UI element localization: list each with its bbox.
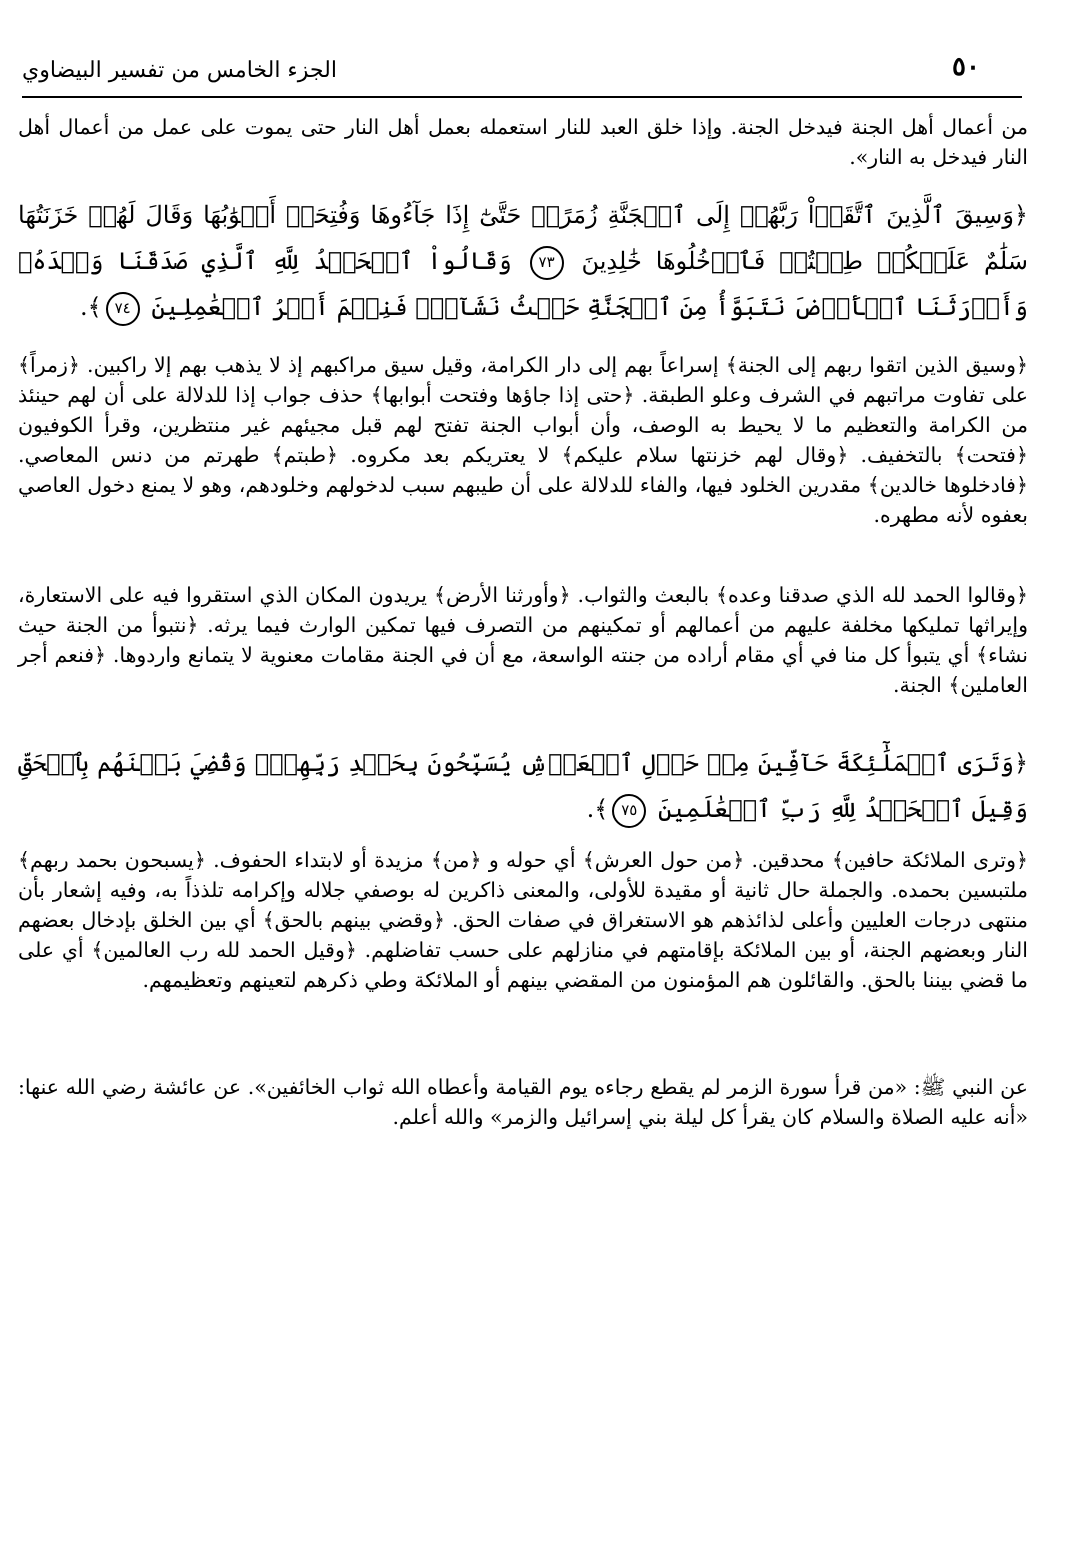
verse-number-74: ٧٤ [106, 292, 140, 326]
page-number: ٥٠ [952, 52, 980, 82]
verse-text: ﴿وَتَرَى ٱلۡمَلَٰٓئِكَةَ حَآفِّينَ مِنۡ حَوۡلِ ٱلۡعَرۡشِ يُسَبِّحُونَ بِحَمۡدِ رَبِّهِمۡۖ وَقُضِيَ بَيۡنَهُم بِٱلۡحَقِّ وَقِيلَ ٱلۡحَمۡدُ لِلَّهِ رَبِّ ٱلۡعَٰلَمِينَ [18, 749, 1028, 823]
verse-number-75: ٧٥ [612, 794, 646, 828]
verse-number-73: ٧٣ [530, 246, 564, 280]
tafsir-paragraph: ﴿وسيق الذين اتقوا ربهم إلى الجنة﴾ إسراعاً بهم إلى دار الكرامة، وقيل سيق مراكبهم إذ لا يذهب بهم إلا راكبين. ﴿زمراً﴾ على تفاوت مراتبهم في الشرف وعلو الطبقة. ﴿حتى إذا جاؤها وفتحت أبوابها﴾ حذف جواب إذا للدلالة على أن لهم حينئذ من الكرامة والتعظيم ما لا يحيط به الوصف، وأن أبواب الجنة تفتح لهم قبل مجيئهم غير منتظرين، وقرأ الكوفيون ﴿فتحت﴾ بالتخفيف. ﴿وقال لهم خزنتها سلام عليكم﴾ لا يعتريكم بعد مكروه. ﴿طبتم﴾ طهرتم من دنس المعاصي. ﴿فادخلوها خالدين﴾ مقدرين الخلود فيها، والفاء للدلالة على أن طيبهم سبب لدخولهم وخلودهم، وهو لا يمنع دخول العاصي بعفوه لأنه مطهره. [18, 353, 1028, 527]
verse-text: ﴿وَسِيقَ ٱلَّذِينَ ٱتَّقَوۡاْ رَبَّهُمۡ إِلَى ٱلۡجَنَّةِ زُمَرًاۖ حَتَّىٰٓ إِذَا جَآءُوهَا وَفُتِحَتۡ أَبۡوَٰبُهَا وَقَالَ لَهُمۡ خَزَنَتُهَا سَلَٰمٌ عَلَيۡكُمۡ طِبۡتُمۡ فَٱدۡخُلُوهَا خَٰلِدِينَ [18, 201, 1028, 275]
verse-end: ﴾. [79, 293, 102, 321]
paragraph-continuation: من أعمال أهل الجنة فيدخل الجنة. وإذا خلق العبد للنار استعمله بعمل أهل النار حتى يموت على عمل من أعمال أهل النار فيدخل به النار». [18, 115, 1028, 169]
quran-verse-73-74 [18, 192, 1028, 330]
page-header [22, 52, 1022, 98]
tafsir-paragraph: ﴿وترى الملائكة حافين﴾ محدقين. ﴿من حول العرش﴾ أي حوله و ﴿من﴾ مزيدة أو لابتداء الحفوف. ﴿يسبحون بحمد ربهم﴾ ملتبسين بحمده. والجملة حال ثانية أو مقيدة للأولى، والمعنى ذاكرين له بوصفي جلاله وإكرامه تلذذاً به، وفيه إشعار بأن منتهى درجات العليين وأعلى لذائذهم هو الاستغراق في صفات الحق. ﴿وقضي بينهم بالحق﴾ أي بين الخلق بإدخال بعضهم النار وبعضهم الجنة، أو بين الملائكة بإقامتهم في منازلهم على حسب تفاضلهم. ﴿وقيل الحمد لله رب العالمين﴾ أي على ما قضي بيننا بالحق. والقائلون هم المؤمنون من المقضي بينهم أو الملائكة وطي ذكرهم لتعينهم وتعظيمهم. [18, 848, 1028, 992]
quran-verse-75 [18, 740, 1028, 832]
tafsir-paragraph: ﴿وقالوا الحمد لله الذي صدقنا وعده﴾ بالبعث والثواب. ﴿وأورثنا الأرض﴾ يريدون المكان الذي استقروا فيه على الاستعارة، وإيراثها تمليكها مخلفة عليهم من أعمالهم أو تمكينهم من التصرف فيها تمكين الوارث فيما يرثه. ﴿نتبوأ من الجنة حيث نشاء﴾ أي يتبوأ كل منا في أي مقام أراده من جنته الواسعة، مع أن في الجنة مقامات معنوية لا يتمانع واردوها. ﴿فنعم أجر العاملين﴾ الجنة. [18, 583, 1028, 697]
hadith-paragraph: عن النبي ﷺ: «من قرأ سورة الزمر لم يقطع رجاءه يوم القيامة وأعطاه الله ثواب الخائفين». عن عائشة رضي الله عنها: «أنه عليه الصلاة والسلام كان يقرأ كل ليلة بني إسرائيل والزمر» والله أعلم. [18, 1075, 1028, 1129]
running-title: الجزء الخامس من تفسير البيضاوي [22, 58, 337, 83]
verse-text: وَقَالُواْ ٱلۡحَمۡدُ لِلَّهِ ٱلَّذِي صَدَقَنَا وَعۡدَهُۥ وَأَوۡرَثَنَا ٱلۡأَرۡضَ نَتَبَوَّأُ مِنَ ٱلۡجَنَّةِ حَيۡثُ نَشَآءُۖ فَنِعۡمَ أَجۡرُ ٱلۡعَٰمِلِينَ [18, 247, 1028, 321]
verse-end: ﴾. [586, 795, 609, 823]
